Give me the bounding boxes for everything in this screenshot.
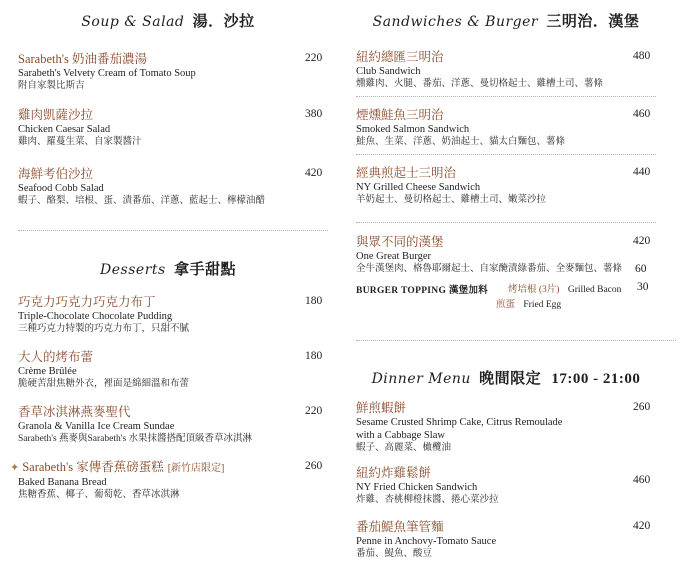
sandwiches-title-cn: 三明治．漢堡 xyxy=(546,14,640,30)
topping-label: BURGER TOPPING 漢堡加料 xyxy=(356,286,489,296)
item-price: 460 xyxy=(633,108,651,120)
topping-en: Fried Egg xyxy=(523,300,562,310)
menu-item-sundae xyxy=(18,405,348,445)
soup-salad-title-script: Soup & Salad xyxy=(81,14,185,30)
dinner-hours: 17:00 - 21:00 xyxy=(551,371,641,387)
topping-en: Grilled Bacon xyxy=(567,285,622,295)
topping-option-bacon xyxy=(508,281,621,295)
item-desc: 燻雞肉、火腿、番茄、洋蔥、曼切格起士、雞槽土司、薯條 xyxy=(356,79,604,89)
item-desc: 番茄、鯷魚、酸豆 xyxy=(356,549,433,559)
item-cn-name: 鮮煎蝦餅 xyxy=(356,401,407,415)
menu-item-club-sandwich xyxy=(356,50,686,90)
item-cn-name: 煙燻鮭魚三明治 xyxy=(356,108,444,122)
item-price: 220 xyxy=(305,405,323,417)
item-divider xyxy=(356,96,656,97)
item-en-name: NY Grilled Cheese Sandwich xyxy=(356,182,481,193)
sandwiches-title xyxy=(356,10,656,31)
item-cn-name: 海鮮考伯沙拉 xyxy=(18,167,94,181)
soup-salad-title-cn: 湯．沙拉 xyxy=(192,14,255,30)
topping-extra-price: 60 xyxy=(635,263,647,275)
item-price: 180 xyxy=(305,295,323,307)
item-price: 260 xyxy=(305,460,323,472)
item-cn-name: Sarabeth's 家傳香蕉磅蛋糕 xyxy=(22,460,164,474)
item-cn-name: 經典煎起士三明治 xyxy=(356,166,457,180)
item-en-name: Smoked Salmon Sandwich xyxy=(356,124,470,135)
item-en-name: Sarabeth's Velvety Cream of Tomato Soup xyxy=(18,68,196,79)
item-en-name: Seafood Cobb Salad xyxy=(18,183,104,194)
menu-item-cobb-salad xyxy=(18,167,348,207)
item-divider xyxy=(356,154,656,155)
item-en-name: Club Sandwich xyxy=(356,66,421,77)
item-price: 260 xyxy=(633,401,651,413)
item-price: 380 xyxy=(305,108,323,120)
item-desc: 附自家製比斯吉 xyxy=(18,81,85,91)
topping-option-egg xyxy=(496,296,561,310)
item-cn-name: 番茄鯷魚筆管麵 xyxy=(356,520,444,534)
item-desc: 蝦子、高麗菜、橄欖油 xyxy=(356,443,452,453)
item-cn-name: 紐約總匯三明治 xyxy=(356,50,444,64)
menu-item-creme-brulee xyxy=(18,350,348,390)
item-cn-name: 雞肉凱薩沙拉 xyxy=(18,108,94,122)
item-divider xyxy=(356,222,656,223)
star-icon: ✦ xyxy=(10,462,20,474)
item-cn-name: 與眾不同的漢堡 xyxy=(356,235,444,249)
desserts-title-script: Desserts xyxy=(100,262,166,278)
item-price: 460 xyxy=(633,474,651,486)
menu-item-banana-bread xyxy=(10,460,348,501)
menu-item-salmon-sandwich xyxy=(356,108,686,148)
item-en-name: Penne in Anchovy-Tomato Sauce xyxy=(356,536,497,547)
topping-cn: 烤培根 (3片) xyxy=(508,285,560,295)
item-desc: 脆硬苦甜焦糖外衣，裡面是綿細溫和布蕾 xyxy=(18,379,190,389)
sandwiches-title-script: Sandwiches & Burger xyxy=(372,14,539,30)
item-price: 420 xyxy=(305,167,323,179)
item-desc: 全牛漢堡肉、格魯耶爾起士、自家醃漬綠番茄、全麥麵包、薯條 xyxy=(356,264,623,274)
burger-topping-label xyxy=(356,282,488,296)
section-divider xyxy=(356,340,676,341)
item-price: 440 xyxy=(633,166,651,178)
item-desc: 蝦子、酪梨、培根、蛋、漬番茄、洋蔥、藍起士、檸檬油醋 xyxy=(18,196,266,206)
item-price: 420 xyxy=(633,235,651,247)
soup-salad-title xyxy=(18,10,318,31)
menu-item-grilled-cheese xyxy=(356,166,686,206)
item-cn-name-row xyxy=(10,460,348,476)
topping-cn: 煎蛋 xyxy=(496,300,516,310)
menu-item-penne xyxy=(356,520,686,560)
dinner-title-script: Dinner Menu xyxy=(371,371,471,387)
item-price: 420 xyxy=(633,520,651,532)
item-cn-name: 大人的烤布蕾 xyxy=(18,350,94,364)
menu-item-caesar-salad xyxy=(18,108,348,148)
item-desc: 三種巧克力特製的巧克力布丁，只甜不膩 xyxy=(18,324,190,334)
item-desc: 鮭魚、生菜、洋蔥、奶油起士、貓太白麵包、薯條 xyxy=(356,137,566,147)
menu-item-shrimp-cake xyxy=(356,401,686,454)
item-desc: Sarabeth's 燕麥與Sarabeth's 水果抹醬搭配頂級香草冰淇淋 xyxy=(18,434,253,444)
item-cn-name: Sarabeth's 奶油番茄濃湯 xyxy=(18,52,147,66)
item-en-name: Triple-Chocolate Chocolate Pudding xyxy=(18,311,173,322)
item-en-name: Granola & Vanilla Ice Cream Sundae xyxy=(18,421,175,432)
section-divider xyxy=(18,230,328,231)
item-en-name-line2: with a Cabbage Slaw xyxy=(356,430,445,441)
dinner-title xyxy=(356,367,656,388)
item-en-name: Sesame Crusted Shrimp Cake, Citrus Remoulade xyxy=(356,417,563,428)
desserts-title-cn: 拿手甜點 xyxy=(173,262,236,278)
menu-item-chocolate-pudding xyxy=(18,295,348,335)
item-en-name: Crème Brûlée xyxy=(18,366,77,377)
item-desc: 雞肉、羅蔓生菜、自家製醬汁 xyxy=(18,137,142,147)
menu-item-fried-chicken xyxy=(356,466,686,506)
item-desc: 焦糖香蕉、椰子、葡萄乾、香草冰淇淋 xyxy=(18,490,180,500)
menu-item-tomato-soup xyxy=(18,52,348,92)
item-en-name: Chicken Caesar Salad xyxy=(18,124,111,135)
item-price: 180 xyxy=(305,350,323,362)
item-price: 220 xyxy=(305,52,323,64)
item-en-name: Baked Banana Bread xyxy=(18,477,107,488)
desserts-title xyxy=(18,258,318,279)
item-cn-name: 巧克力巧克力巧克力布丁 xyxy=(18,295,156,309)
item-desc: 炸雞、杏桃柳橙抹醬、捲心菜沙拉 xyxy=(356,495,499,505)
item-desc: 羊奶起士、曼切格起士、雞槽土司、嫩菜沙拉 xyxy=(356,195,547,205)
topping-bacon-price: 30 xyxy=(637,281,649,293)
new-branch-tag: [新竹店限定] xyxy=(167,463,225,474)
item-price: 480 xyxy=(633,50,651,62)
dinner-title-cn: 晚間限定 xyxy=(479,371,542,387)
item-cn-name: 紐約炸雞鬆餅 xyxy=(356,466,432,480)
item-en-name: NY Fried Chicken Sandwich xyxy=(356,482,478,493)
item-en-name: One Great Burger xyxy=(356,251,432,262)
item-cn-name: 香草冰淇淋燕麥聖代 xyxy=(18,405,131,419)
